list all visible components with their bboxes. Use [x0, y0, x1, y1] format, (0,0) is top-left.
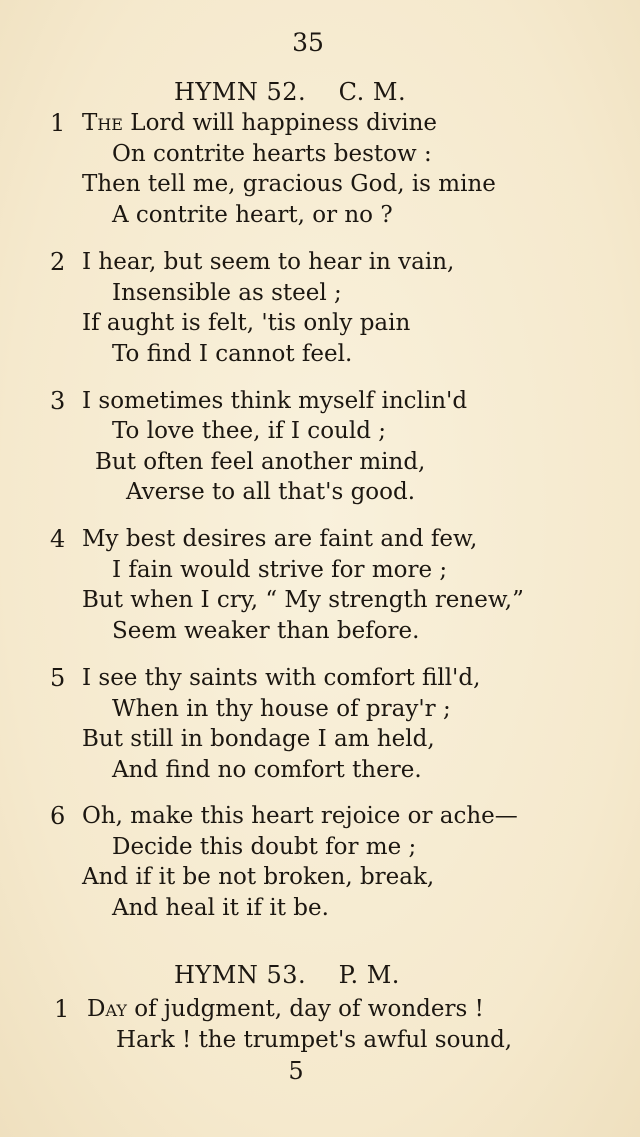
hymn-line — [82, 108, 437, 138]
hymn-line: When in thy house of pray'r ; — [112, 696, 451, 722]
hymn-line-rest: of judgment, day of wonders ! — [126, 996, 484, 1022]
verse-number: 1 — [54, 995, 70, 1023]
verse-number: 3 — [50, 387, 66, 415]
hymn-line: On contrite hearts bestow : — [112, 141, 432, 167]
hymn-line: Averse to all that's good. — [126, 479, 416, 505]
hymn-line: To love thee, if I could ; — [112, 418, 386, 444]
hymn-line-lead-word: Day — [87, 996, 127, 1022]
hymn-line: I sometimes think myself inclin'd — [82, 388, 468, 414]
hymn-line: But when I cry, “ My strength renew,” — [82, 587, 524, 613]
hymn-line: I hear, but seem to hear in vain, — [82, 249, 455, 275]
hymn-line: And if it be not broken, break, — [82, 864, 435, 890]
hymn-line: If aught is felt, 'tis only pain — [82, 310, 411, 336]
hymn-line: I fain would strive for more ; — [112, 557, 448, 583]
hymn-line: Decide this doubt for me ; — [112, 834, 417, 860]
verse-number: 2 — [50, 248, 66, 276]
hymn-line: I see thy saints with comfort fill'd, — [82, 665, 481, 691]
hymn-line-rest: Lord will happiness divine — [122, 110, 438, 136]
verse-number: 1 — [50, 109, 66, 137]
hymn-line: Then tell me, gracious God, is mine — [82, 171, 496, 197]
hymn-line — [87, 994, 484, 1024]
hymn-heading: HYMN 53. P. M. — [174, 961, 400, 989]
signature-mark: 5 — [288, 1057, 304, 1085]
hymn-line: Seem weaker than before. — [112, 618, 420, 644]
page-number: 35 — [292, 28, 324, 57]
hymn-heading: HYMN 52. C. M. — [174, 78, 407, 106]
verse-number: 6 — [50, 802, 66, 830]
hymn-line: And find no comfort there. — [112, 757, 422, 783]
verse-number: 4 — [50, 525, 66, 553]
hymn-line: To find I cannot feel. — [112, 341, 353, 367]
hymn-line: Insensible as steel ; — [112, 280, 342, 306]
hymn-line: But often feel another mind, — [95, 449, 426, 475]
hymn-line: And heal it if it be. — [112, 895, 329, 921]
hymn-line: A contrite heart, or no ? — [112, 202, 393, 228]
hymn-line: Oh, make this heart rejoice or ache— — [82, 803, 518, 829]
hymn-line-lead-word: The — [82, 110, 123, 136]
hymn-line: Hark ! the trumpet's awful sound, — [116, 1027, 513, 1053]
hymn-line: My best desires are faint and few, — [82, 526, 478, 552]
verse-number: 5 — [50, 664, 66, 692]
hymn-line: But still in bondage I am held, — [82, 726, 435, 752]
